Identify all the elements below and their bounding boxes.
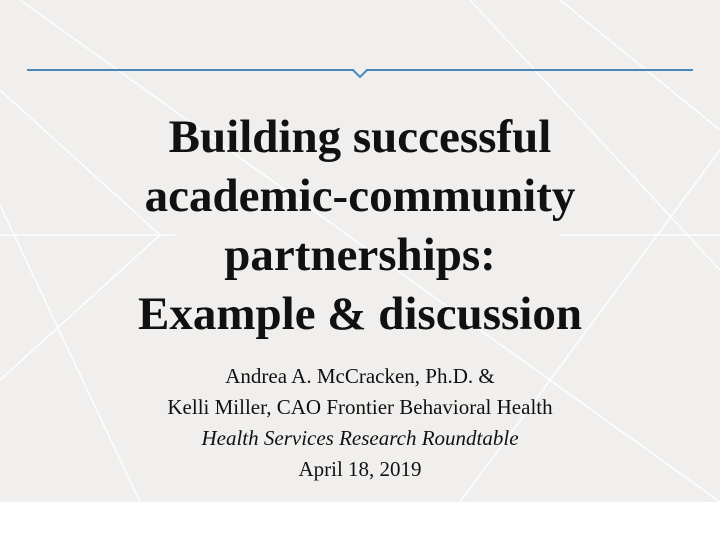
authors-line: Andrea A. McCracken, Ph.D. & bbox=[225, 364, 495, 388]
presentation-date: April 18, 2019 bbox=[298, 457, 422, 481]
affiliation-line: Kelli Miller, CAO Frontier Behavioral Health bbox=[167, 395, 553, 419]
slide-title bbox=[0, 108, 720, 344]
title-line: academic-community bbox=[144, 170, 576, 222]
title-line: partnerships: bbox=[224, 229, 496, 281]
event-name: Health Services Research Roundtable bbox=[201, 426, 519, 450]
bottom-margin bbox=[0, 502, 720, 540]
header-divider-rule bbox=[0, 0, 720, 90]
presentation-details bbox=[0, 361, 720, 485]
title-line: Example & discussion bbox=[138, 288, 582, 340]
title-line: Building successful bbox=[168, 111, 552, 163]
